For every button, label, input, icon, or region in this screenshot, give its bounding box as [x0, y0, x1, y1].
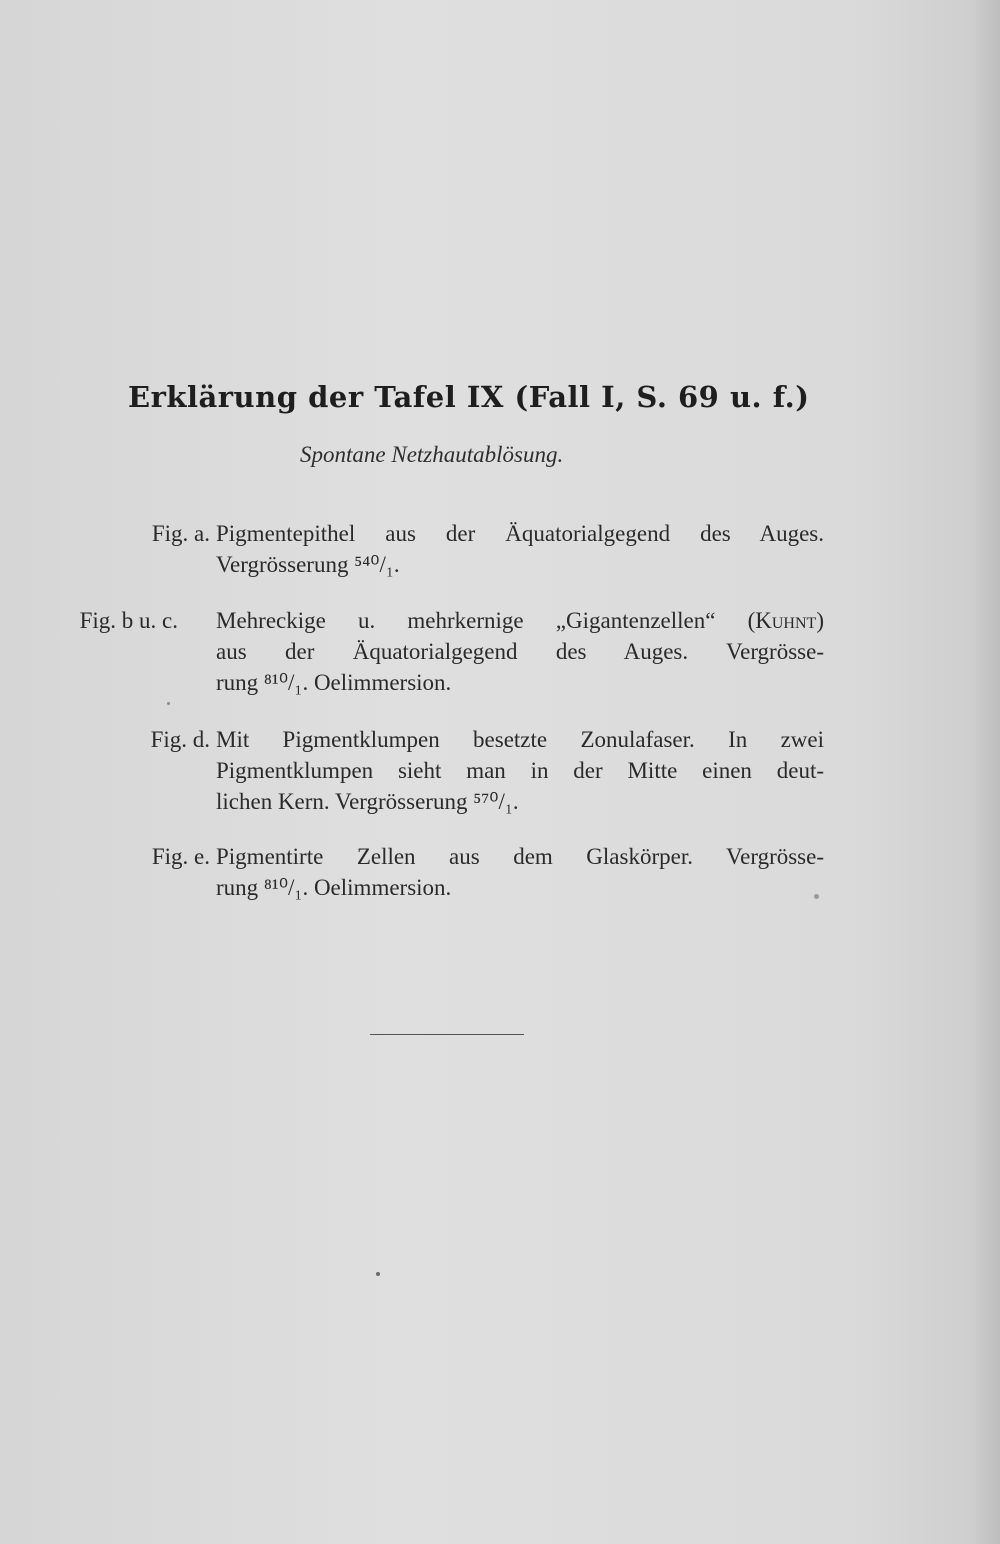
description-line: lichen Kern. Vergrösserung ⁵⁷⁰/₁. — [216, 789, 519, 814]
author-name: Kuhnt — [755, 608, 817, 633]
description-line: Pigmentirte Zellen aus dem Glaskörper. Vergrösse- — [216, 844, 824, 869]
figure-label: Fig. e. — [151, 844, 210, 869]
section-divider — [370, 1034, 524, 1035]
description-line-text: Mehreckige u. mehrkernige „Gigantenzellen“ ( — [216, 608, 756, 633]
figure-description — [216, 518, 824, 580]
description-line: Vergrösserung ⁵⁴⁰/₁. — [216, 552, 400, 577]
figure-label: Fig. a. — [151, 521, 210, 546]
paper-speck — [814, 894, 819, 899]
description-line: Pigmentepithel aus der Äquatorialgegend des Auges. — [216, 521, 824, 546]
figure-description — [216, 841, 824, 903]
page-subtitle: Spontane Netzhautablösung. — [300, 442, 564, 467]
page-title: Erklärung der Tafel IX (Fall I, S. 69 u. f.) — [128, 380, 810, 414]
paper-speck — [376, 1272, 380, 1276]
description-line: Mit Pigmentklumpen besetzte Zonulafaser. In zwei — [216, 727, 824, 752]
description-line — [216, 605, 824, 636]
paper-speck — [167, 702, 170, 705]
figure-description — [216, 724, 824, 817]
figure-label: Fig. d. — [150, 727, 210, 752]
description-line: rung ⁸¹⁰/₁. Oelimmersion. — [216, 670, 452, 695]
description-line: Pigmentklumpen sieht man in der Mitte einen deut- — [216, 758, 824, 783]
description-line: aus der Äquatorialgegend des Auges. Vergrösse- — [216, 639, 824, 664]
description-line: rung ⁸¹⁰/₁. Oelimmersion. — [216, 875, 452, 900]
figure-label: Fig. b u. c. — [79, 608, 178, 633]
closing-paren: ) — [816, 608, 824, 633]
figure-description — [216, 605, 824, 698]
